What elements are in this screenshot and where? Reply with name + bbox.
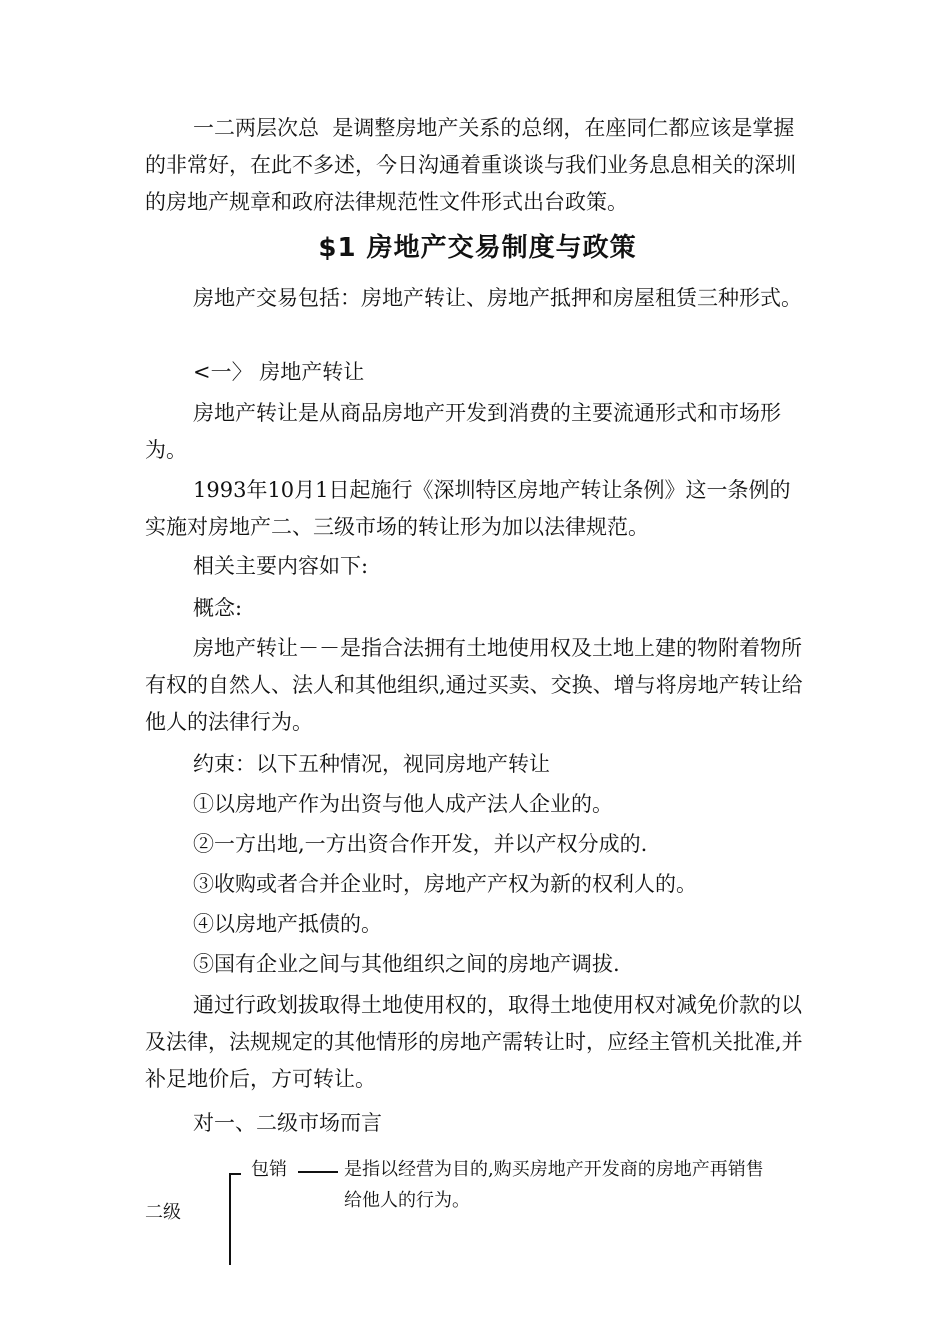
connector-line xyxy=(298,1171,338,1173)
concept-paragraph: 房地产转让－－是指合法拥有土地使用权及土地上建的物附着物所有权的自然人、法人和其他组织,通过买卖、交换、增与将房地产转让给他人的法律行为。 xyxy=(145,636,803,734)
list-item: ④以房地产抵债的。 xyxy=(193,912,382,936)
bracket-line xyxy=(229,1173,231,1265)
definition-line-1: 是指以经营为目的,购买房地产开发商的房地产再销售 xyxy=(344,1159,764,1180)
list-item: ⑤国有企业之间与其他组织之间的房地产调拔. xyxy=(193,952,620,976)
section-heading: $1 房地产交易制度与政策 xyxy=(318,233,637,263)
level-label: 二级 xyxy=(145,1202,181,1223)
market-intro: 对一、二级市场而言 xyxy=(193,1111,382,1135)
transfer-definition-paragraph: 房地产转让是从商品房地产开发到消费的主要流通形式和市场形为。 xyxy=(145,401,781,462)
bracket-tick xyxy=(229,1173,241,1175)
list-item: ①以房地产作为出资与他人成产法人企业的。 xyxy=(193,792,613,816)
intro-paragraph: 一二两层次总 是调整房地产关系的总纲，在座同仁都应该是掌握的非常好，在此不多述，今日沟通着重谈谈与我们业务息息相关的深圳的房地产规章和政府法律规范性文件形式出台政策。 xyxy=(145,116,796,214)
term-label: 包销 xyxy=(251,1159,287,1180)
list-item: ②一方出地,一方出资合作开发，并以产权分成的. xyxy=(193,832,648,856)
regulation-paragraph: 1993年10月1日起施行《深圳特区房地产转让条例》这一条例的实施对房地产二、三级市场的转让形为加以法律规范。 xyxy=(145,478,791,539)
concept-label: 概念: xyxy=(193,596,243,620)
transaction-types-paragraph: 房地产交易包括：房地产转让、房地产抵押和房屋租赁三种形式。 xyxy=(193,286,802,310)
constraint-paragraph: 约束：以下五种情况，视同房地产转让 xyxy=(193,752,550,776)
content-intro: 相关主要内容如下: xyxy=(193,554,369,578)
subsection-title: <一〉 房地产转让 xyxy=(193,360,365,384)
approval-paragraph: 通过行政划拔取得土地使用权的，取得土地使用权对减免价款的以及法律，法规规定的其他情形的房地产需转让时，应经主管机关批准,并补足地价后，方可转让。 xyxy=(145,993,803,1091)
list-item: ③收购或者合并企业时，房地产产权为新的权利人的。 xyxy=(193,872,697,896)
definition-line-2: 给他人的行为。 xyxy=(344,1190,470,1211)
